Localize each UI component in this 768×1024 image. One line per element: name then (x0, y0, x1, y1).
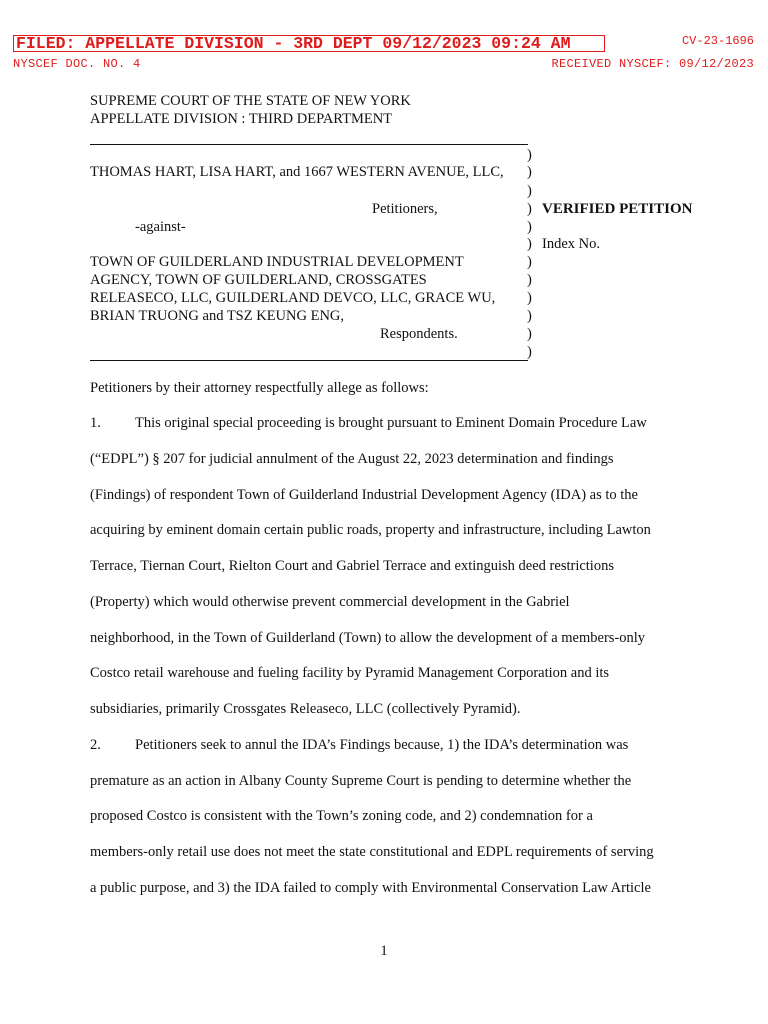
paragraph-line: (Findings) of respondent Town of Guilderland Industrial Development Agency (IDA) as to the (90, 487, 638, 503)
document-title: VERIFIED PETITION (542, 201, 693, 217)
caption-paren: ) (527, 183, 532, 199)
respondents-label: Respondents. (380, 326, 458, 342)
caption-paren: ) (527, 254, 532, 270)
paragraph-line: neighborhood, in the Town of Guilderland (Town) to allow the development of a members-only (90, 630, 646, 646)
court-division: APPELLATE DIVISION : THIRD DEPARTMENT (90, 111, 393, 127)
respondents-line: RELEASECO, LLC, GUILDERLAND DEVCO, LLC, GRACE WU, (90, 290, 496, 306)
respondents-line: BRIAN TRUONG and TSZ KEUNG ENG, (90, 308, 345, 324)
paragraph-line: (Property) which would otherwise prevent commercial development in the Gabriel (90, 594, 570, 610)
caption-paren: ) (527, 219, 532, 235)
caption-paren: ) (527, 290, 532, 306)
paragraph-number: 2. (90, 737, 101, 753)
paragraph-number: 1. (90, 415, 101, 431)
petitioners-names: THOMAS HART, LISA HART, and 1667 WESTERN AVENUE, LLC, (90, 164, 504, 180)
paragraph-line: members-only retail use does not meet the state constitutional and EDPL requirements of serving (90, 844, 654, 860)
paragraph-line: subsidiaries, primarily Crossgates Releaseco, LLC (collectively Pyramid). (90, 701, 521, 717)
paragraph-line: proposed Costco is consistent with the Town’s zoning code, and 2) condemnation for a (90, 808, 593, 824)
caption-paren: ) (527, 344, 532, 360)
paragraph-line: acquiring by eminent domain certain public roads, property and infrastructure, including Lawton (90, 522, 651, 538)
page-number: 1 (380, 943, 388, 959)
caption-paren: ) (527, 272, 532, 288)
nyscef-doc-number: NYSCEF DOC. NO. 4 (13, 57, 141, 71)
intro-sentence: Petitioners by their attorney respectfully allege as follows: (90, 380, 429, 396)
filing-stamp: FILED: APPELLATE DIVISION - 3RD DEPT 09/12/2023 09:24 AM (13, 35, 605, 52)
caption-paren: ) (527, 236, 532, 252)
caption-paren: ) (527, 308, 532, 324)
paragraph-line: a public purpose, and 3) the IDA failed to comply with Environmental Conservation Law Article (90, 880, 651, 896)
against-label: -against- (135, 219, 186, 235)
index-number-label: Index No. (542, 236, 600, 252)
respondents-line: AGENCY, TOWN OF GUILDERLAND, CROSSGATES (90, 272, 427, 288)
caption-bottom-rule (90, 360, 528, 361)
caption-paren: ) (527, 201, 532, 217)
caption-top-rule (90, 144, 528, 145)
paragraph-line: Costco retail warehouse and fueling facility by Pyramid Management Corporation and its (90, 665, 610, 681)
paragraph-line: (“EDPL”) § 207 for judicial annulment of the August 22, 2023 determination and findings (90, 451, 614, 467)
paragraph-line: premature as an action in Albany County Supreme Court is pending to determine whether the (90, 773, 632, 789)
respondents-line: TOWN OF GUILDERLAND INDUSTRIAL DEVELOPMENT (90, 254, 464, 270)
caption-paren: ) (527, 147, 532, 163)
petitioners-label: Petitioners, (372, 201, 438, 217)
received-date: RECEIVED NYSCEF: 09/12/2023 (551, 57, 754, 71)
court-name: SUPREME COURT OF THE STATE OF NEW YORK (90, 93, 411, 109)
paragraph-line: Terrace, Tiernan Court, Rielton Court and Gabriel Terrace and extinguish deed restrictions (90, 558, 614, 574)
paragraph-line: Petitioners seek to annul the IDA’s Findings because, 1) the IDA’s determination was (135, 737, 629, 753)
caption-paren: ) (527, 164, 532, 180)
paragraph-line: This original special proceeding is brought pursuant to Eminent Domain Procedure Law (135, 415, 647, 431)
case-number: CV-23-1696 (681, 34, 754, 48)
caption-paren: ) (527, 326, 532, 342)
